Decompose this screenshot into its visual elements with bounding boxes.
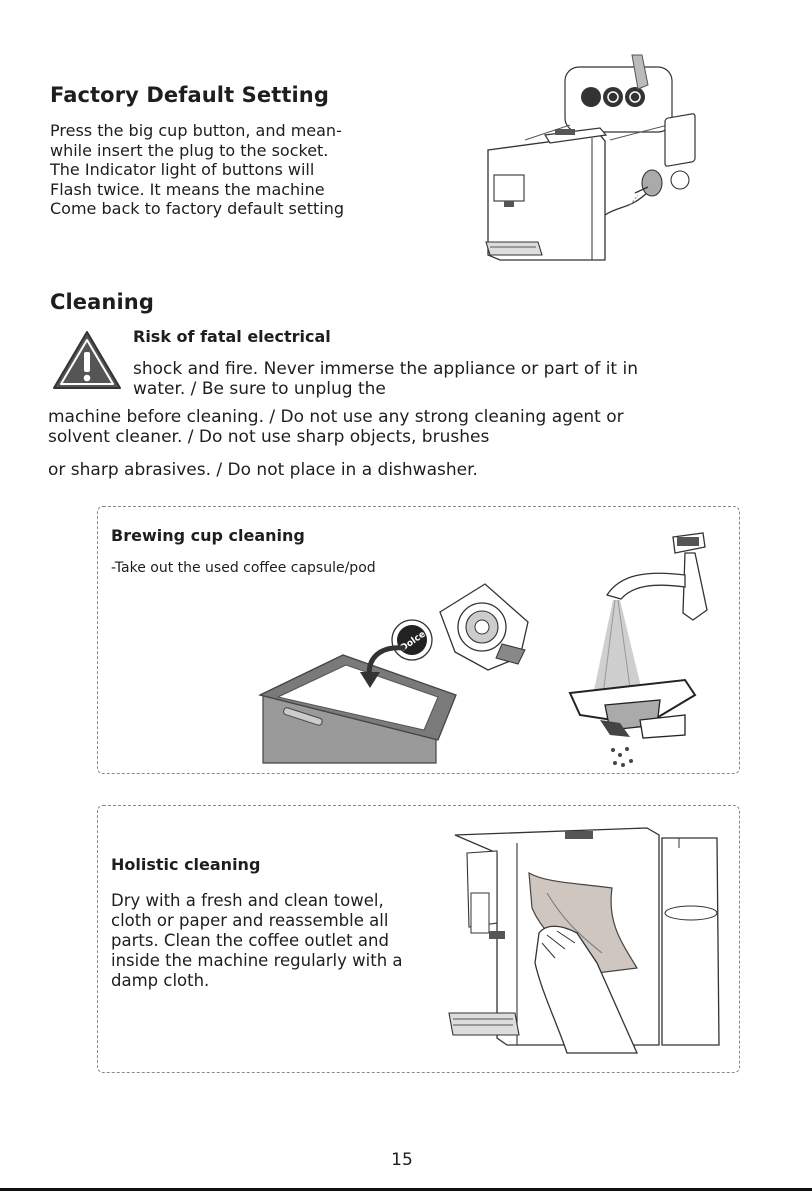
page-number: 15: [391, 1150, 413, 1170]
cleaning-body-line-2: solvent cleaner. / Do not use sharp objects, brushes: [48, 427, 490, 447]
holistic-line-2: cloth or paper and reassemble all: [111, 911, 389, 930]
holistic-cleaning-title: Holistic cleaning: [111, 855, 261, 874]
factory-line-4: Flash twice. It means the machine: [50, 179, 325, 199]
holistic-line-5: damp cloth.: [111, 971, 210, 990]
cleaning-title: Cleaning: [50, 290, 154, 314]
curved-arrow-icon: [358, 640, 418, 695]
brewing-cup-step: -Take out the used coffee capsule/pod: [111, 560, 376, 576]
holistic-line-4: inside the machine regularly with a: [111, 951, 403, 970]
holistic-line-1: Dry with a fresh and clean towel,: [111, 891, 384, 910]
warning-heading: Risk of fatal electrical: [133, 327, 331, 346]
warning-triangle-icon: [52, 330, 122, 390]
brewing-cup-title: Brewing cup cleaning: [111, 526, 305, 545]
cleaning-body-line-1: machine before cleaning. / Do not use any strong cleaning agent or: [48, 407, 624, 427]
coffee-machine-plug-illustration: [470, 55, 710, 270]
factory-default-paragraph: [50, 121, 344, 219]
bottom-rule: [0, 1188, 812, 1191]
holistic-line-3: parts. Clean the coffee outlet and: [111, 931, 389, 950]
factory-line-1: Press the big cup button, and mean-: [50, 121, 342, 140]
holistic-cleaning-paragraph: [111, 891, 403, 991]
warning-text: [133, 359, 638, 399]
factory-line-5: Come back to factory default setting: [50, 199, 345, 218]
factory-line-2: while insert the plug to the socket.: [50, 140, 329, 160]
cleaning-body-last-line: or sharp abrasives. / Do not place in a dishwasher.: [48, 460, 478, 480]
warning-line-1: shock and fire. Never immerse the appliance or part of it in: [133, 359, 638, 379]
warning-line-2: water. / Be sure to unplug the: [133, 379, 386, 399]
factory-line-3: The Indicator light of buttons will: [50, 160, 315, 179]
cleaning-body-text: [48, 407, 624, 447]
factory-default-title: Factory Default Setting: [50, 83, 329, 107]
machine-wiping-illustration: [447, 823, 725, 1053]
faucet-rinse-illustration: [565, 525, 705, 770]
brewing-unit-illustration: [430, 582, 535, 672]
capsule-label: Dolce: [398, 629, 428, 654]
